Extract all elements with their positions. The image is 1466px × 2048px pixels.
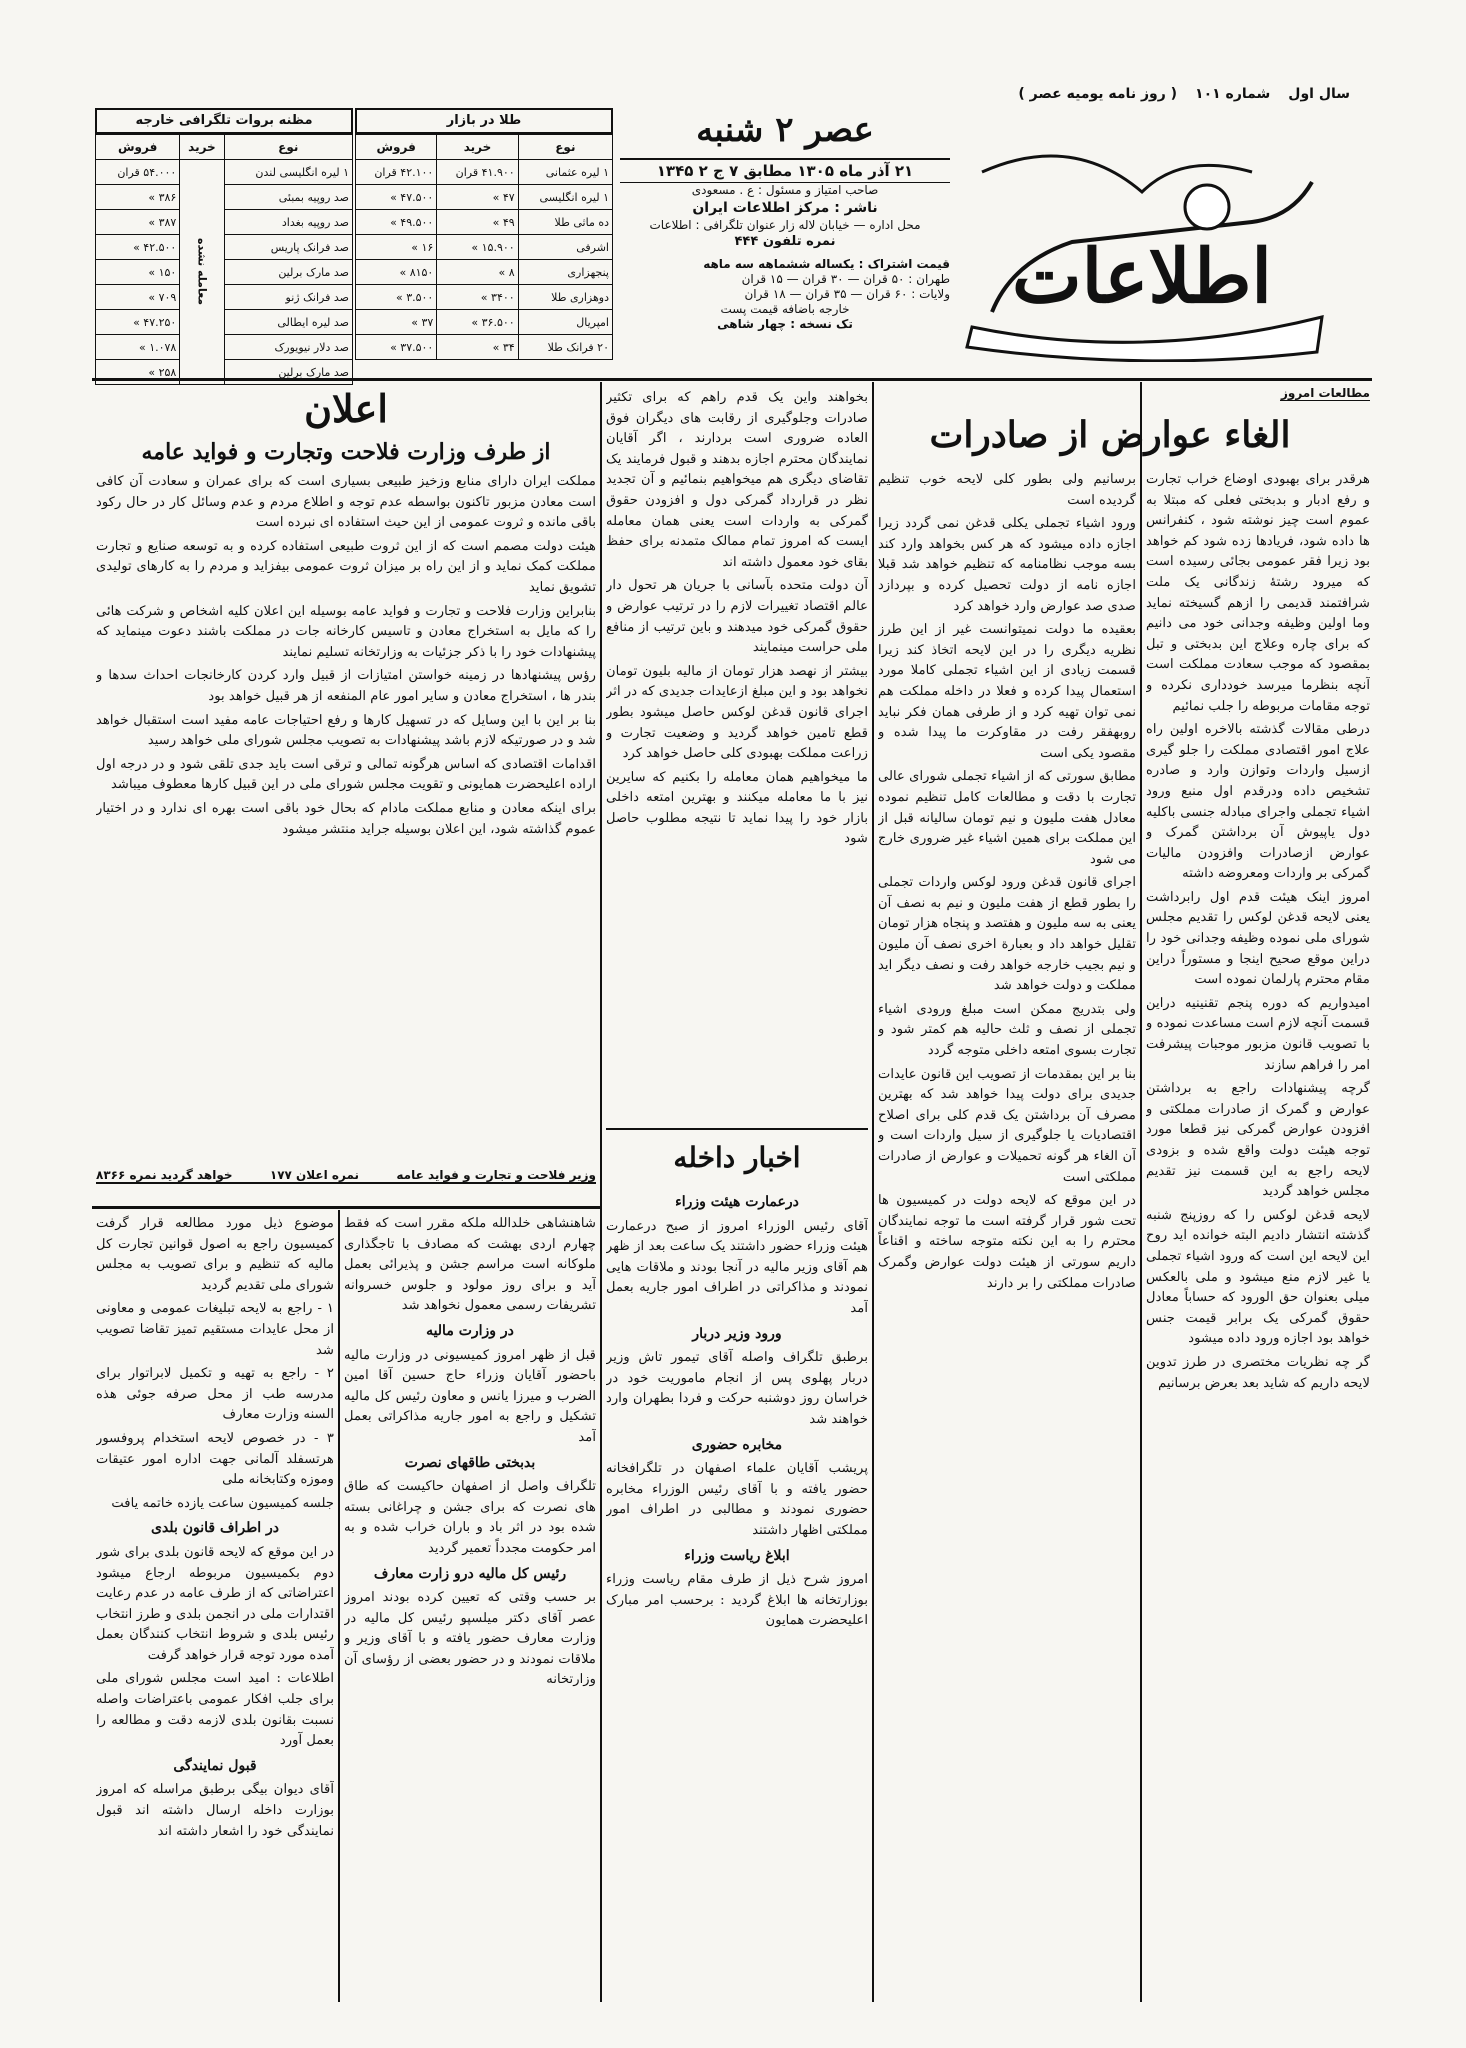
center-paragraph: بیشتر از نهصد هزار تومان از مالیه بلیون تومان نخواهد بود و این مبلغ ازعایدات جدیدی که در اثر اجرای قانون قدغن لوکس حاصل میشود بطور قطع تامین خواهد گردید و وضعیت تجارت و زراعت مملکت بهبودی کلی حاصل خواهد کرد bbox=[606, 663, 868, 762]
column-divider-3 bbox=[600, 382, 602, 2002]
gold-sell-cell: ۸۱۵۰ » bbox=[356, 260, 437, 285]
fx-type-cell: صد دلار نیویورک bbox=[224, 335, 353, 360]
address-line: محل اداره — خیابان لاله زار عنوان تلگرافی : اطلاعات bbox=[649, 218, 921, 232]
news-paragraph: برطبق تلگراف واصله آقای تیمور تاش وزیر دربار پهلوی پس از انجام ماموریت خود در خراسان روز دوشنبه حرکت و فردا بطهران وارد خواهند شد bbox=[606, 1350, 868, 1427]
announcement-paragraph: برای اینکه معادن و منابع مملکت مادام که بحال خود باقی است بهره ای ندارد و در اختیار عموم گذاشته شود، این اعلان بوسیله جراید منتشر میشود bbox=[96, 800, 596, 837]
fx-col-buy: خرید bbox=[180, 135, 224, 160]
news-subhead: قبول نمایندگی bbox=[173, 1757, 257, 1774]
news-paragraph: ۳ - در خصوص لایحه استخدام پروفسور هرتسفلد آلمانی جهت اداره امور عتیقات وموزه وکتابخانه ملی bbox=[96, 1430, 334, 1488]
gold-type-cell: پنجهزاری bbox=[518, 260, 612, 285]
gold-type-cell: ۲۰ فرانک طلا bbox=[518, 335, 612, 360]
gold-type-cell: ۱ لیره عثمانی bbox=[518, 160, 612, 185]
fx-sell-cell: ۱.۰۷۸ » bbox=[96, 335, 180, 360]
gold-type-cell: دوهزاری طلا bbox=[518, 285, 612, 310]
news-paragraph: امروز شرح ذیل از طرف مقام ریاست وزراء بوزارتخانه ها ابلاغ گردید : برحسب امر مبارک اعلیحضرت همایون bbox=[606, 1572, 868, 1629]
lead-paragraph: درطی مقالات گذشته بالاخره اولین راه علاج امور اقتصادی مملکت را جلو گیری ازسیل واردات وتوازن وارد و صادره تشخیص داده ودرقدم اول منبع ورود اشیاء تجملی واجرای مبادله جنسی باکلیه دول یاپیوش آن برداشتن گمرک و عوارض ازصادرات وافزودن مالیات گمرکی بر واردات ومعروضه داشته bbox=[1146, 722, 1370, 882]
announcement-paragraph: بنابراین وزارت فلاحت و تجارت و فواید عامه بوسیله این اعلان کلیه اشخاص و شرکت هائی را که مایل به استخراج معادن و تاسیس کارخانه جات در مملکت باشند دعوت مینماید که پیشنهادات خود را با ذکر جزئیات به وزارتخانه تسلیم نمایند bbox=[96, 603, 596, 660]
owner-line: صاحب امتیاز و مسئول : ع . مسعودی bbox=[691, 183, 879, 197]
masthead-top-line bbox=[960, 86, 1350, 110]
news-subhead: در اطراف قانون بلدی bbox=[151, 1520, 279, 1537]
news-subhead: در وزارت مالیه bbox=[426, 1322, 514, 1339]
gold-col-type: نوع bbox=[518, 135, 612, 160]
subscription-header: قیمت اشتراک : یکساله ششماهه سه ماهه bbox=[703, 257, 950, 271]
fx-rates-title: مظنه بروات تلگرافی خارجه bbox=[95, 108, 353, 134]
lead-paragraph: در این موقع که لایحه دولت در کمیسیون ها تحت شور قرار گرفته است ما توجه نمایندگان محترم را به این نکته متوجه ساخته و اقناعاً داریم سورتی از هیئت دولت عوارض وگمرک صادرات مملکتی را بر دارند bbox=[878, 1193, 1136, 1291]
news-paragraph: آقای دیوان بیگی برطبق مراسله که امروز بوزارت داخله ارسال داشته اند قبول نمایندگی خود را اشعار داشته اند bbox=[96, 1782, 334, 1839]
gold-buy-cell: ۳۴ » bbox=[437, 335, 518, 360]
gold-buy-cell: ۴۱.۹۰۰ قران bbox=[437, 160, 518, 185]
bottom-left-column bbox=[96, 1214, 334, 2000]
fx-sell-cell: ۴۷.۲۵۰ » bbox=[96, 310, 180, 335]
gold-sell-cell: ۱۶ » bbox=[356, 235, 437, 260]
news-paragraph: اطلاعات : امید است مجلس شورای ملی برای جلب افکار عمومی باعتراضات واصله نسبت بقانون بلدی لازمه دقت و مطالعه را بعمل آورد bbox=[96, 1671, 334, 1749]
lead-paragraph: امیدواریم که دوره پنجم تقنینیه دراین قسمت آنچه لازم است مساعدت نموده و با تصویب قانون مزبور موجبات پیشرفت امر را فراهم سازند bbox=[1146, 995, 1370, 1073]
publisher-line: ناشر : مرکز اطلاعات ایران bbox=[692, 200, 878, 216]
logo-text: اطلاعات bbox=[1012, 234, 1272, 320]
lead-col-left bbox=[878, 470, 1136, 2000]
announcement-footer bbox=[96, 1168, 596, 1204]
news-subhead: رئیس کل مالیه درو زارت معارف bbox=[373, 1565, 567, 1582]
news-subhead: ابلاغ ریاست وزراء bbox=[684, 1547, 790, 1564]
fx-sell-cell: ۱۵۰ » bbox=[96, 260, 180, 285]
lead-paragraph: بعقیده ما دولت نمیتوانست غیر از این طرز نظریه دیگری را در این لایحه اتخاذ کند زیرا قسمت زیادی از این اشیاء تجملی کاملا مورد استعمال پیدا کرده و فعلا در داخله مملکت هم نمی توان تهیه کرد و از طرفی همان فکر نباید روبهفقر رفت در مقاوکرت ما پیدا شده و مقصود یکی است bbox=[878, 622, 1136, 761]
gold-type-cell: امپریال bbox=[518, 310, 612, 335]
news-paragraph: آقای رئیس الوزراء امروز از صبح درعمارت هیئت وزراء حضور داشتند یک ساعت بعد از ظهر هم آقای وزیر مالیه در آنجا بودند و ملاقات هایی نمودند و مذاکراتی در اطراف امور جاریه بعمل آمد bbox=[606, 1218, 868, 1316]
fx-sell-cell: ۵۴.۰۰۰ قران bbox=[96, 160, 180, 185]
fx-rate-row bbox=[96, 335, 353, 360]
gold-col-buy: خرید bbox=[437, 135, 518, 160]
fx-sell-cell: ۲۵۸ » bbox=[96, 360, 180, 385]
gold-market-row bbox=[356, 335, 613, 360]
gold-market-row bbox=[356, 260, 613, 285]
subscription-tehran: طهران : ۵۰ قران — ۳۰ قران — ۱۵ قران bbox=[741, 272, 950, 286]
fx-rates-table bbox=[95, 134, 353, 385]
column-divider-1 bbox=[1140, 382, 1142, 2002]
news-paragraph: قبل از ظهر امروز کمیسیونی در وزارت مالیه باحضور آقایان وزراء حاج حسین آقا امین الضرب و میرزا یانس و معاون رئیس کل مالیه تشکیل و راجع به امور جاریه مذاکراتی بعمل آمد bbox=[344, 1347, 596, 1445]
gold-sell-cell: ۴۹.۵۰۰ » bbox=[356, 210, 437, 235]
news-paragraph: بر حسب وقتی که تعیین کرده بودند امروز عصر آقای دکتر میلسپو رئیس کل مالیه در وزارت معارف حضور یافته و با آقای وزیر و ملاقات نمودند و در حضور بعضی از رؤسای آن وزارتخانه bbox=[344, 1590, 596, 1688]
center-paragraph: بخواهند واین یک قدم راهم که برای تکثیر صادرات وجلوگیری از رقابت های دیگران فوق العاده ضروری است بردارند ، اگر آقایان نمایندگان محترم اجازه بدهند و قبول فرمایند یک تقاضای دیگری هم میخواهیم بنمائیم و آن تجدید نظر در قرارداد گمرکی دول و افزودن حقوق گمرکی به واردات است یعنی همان معامله ایست که امروز تمام ممالک متمدنه برای حفظ بقای خود معمول داشته اند bbox=[606, 390, 868, 570]
gold-market-title: طلا در بازار bbox=[355, 108, 613, 134]
fx-sell-cell: ۳۸۶ » bbox=[96, 185, 180, 210]
gold-market-row bbox=[356, 310, 613, 335]
single-copy: تک نسخه : چهار شاهی bbox=[717, 317, 853, 331]
gold-sell-cell: ۳۷.۵۰۰ » bbox=[356, 335, 437, 360]
gold-market-row bbox=[356, 235, 613, 260]
news-paragraph: شاهنشاهی خلدالله ملکه مقرر است که فقط چهارم اردی بهشت که مصادف با تاجگذاری ملوکانه است مراسم جشن و پذیرائی بعمل آید و برای روز مولود و جلوس خسروانه تشریفات رسمی معمول نخواهد شد bbox=[344, 1216, 596, 1314]
announcement-paragraph: اقدامات اقتصادی که اساس هرگونه تمالی و ترقی است باید جدی تلقی شود و در درجه اول اراده اعلیحضرت همایونی و تقویت مجلس شورای ملی در این قبیل کارها معطوف میباشد bbox=[96, 756, 596, 793]
fx-rate-row bbox=[96, 285, 353, 310]
lead-paragraph: برسانیم ولی بطور کلی لایحه خوب تنظیم گردیده است bbox=[878, 472, 1136, 508]
footer-right: وزیر فلاحت و تجارت و فواید عامه bbox=[396, 1168, 596, 1182]
center-paragraph: آن دولت متحده بآسانی با جریان هر تحول دار عالم اقتصاد تغییرات لازم را در ترتیب عوارض و حقوق گمرکی خود میدهند و باین ترتیب از منافع ملی حراست مینمایند bbox=[606, 578, 868, 656]
announcement-paragraph: رؤس پیشنهادها در زمینه خواستن امتیازات از قبیل وارد کردن کارخانجات احداث سدها و بندر ها ، استخراج معادن و سایر امور عام المنفعه از هر قبیل خواهد بود bbox=[96, 668, 596, 704]
gold-buy-cell: ۳۴۰۰ » bbox=[437, 285, 518, 310]
footer-mid: نمره اعلان ۱۷۷ bbox=[269, 1168, 359, 1182]
fx-type-cell: صد لیره ایطالی bbox=[224, 310, 353, 335]
gold-sell-cell: ۳۷ » bbox=[356, 310, 437, 335]
fx-type-cell: صد فرانک پاریس bbox=[224, 235, 353, 260]
footer-left: خواهد گردید نمره ۸۳۶۶ bbox=[96, 1168, 233, 1182]
announcement-subtitle: از طرف وزارت فلاحت وتجارت و فواید عامه bbox=[141, 439, 551, 465]
date-block bbox=[620, 108, 950, 368]
gold-sell-cell: ۳.۵۰۰ » bbox=[356, 285, 437, 310]
lead-paragraph: ورود اشیاء تجملی یکلی قدغن نمی گردد زیرا اجازه داده میشود که هر کس بخواهد وارد کند بسه موجب نظامنامه که تنظیم خواهد شد قبلا اجازه نامه از دولت تحصیل کرده و بپردازد صدی صد عوارض وارد خواهد کرد bbox=[878, 516, 1136, 614]
news-subhead: درعمارت هیئت وزراء bbox=[675, 1194, 799, 1210]
logo bbox=[952, 112, 1332, 362]
fx-sell-cell: ۳۸۷ » bbox=[96, 210, 180, 235]
lead-paragraph: امروز اینک هیئت قدم اول رابرداشت یعنی لایحه قدغن لوکس را تقدیم مجلس شورای ملی نموده وظیفه وجدانی خود را دراین موقع صحیح اینجا و مستوراً دراین مقام محترم پارلمان نموده است bbox=[1146, 889, 1370, 988]
gold-buy-cell: ۳۶.۵۰۰ » bbox=[437, 310, 518, 335]
gold-sell-cell: ۴۲.۱۰۰ قران bbox=[356, 160, 437, 185]
lead-paragraph: لایحه قدغن لوکس را که روزپنج شنبه گذشته انتشار دادیم البته خوانده اید روح این لایحه این است که ورود اشیاء تجملی یا غیر لازم منع میشود و ملی بالعکس میلی بعنوان حق الورود که حساباً معادل حقوق گمرکی یک برابر قیمت جنس خواهد بود اجازه ورود داده میشود bbox=[1146, 1207, 1370, 1347]
fx-col-sell: فروش bbox=[96, 135, 180, 160]
announcement-paragraph: مملکت ایران دارای منابع وزخیز طبیعی بسیاری است که برای عمران و سعادت آن کافی است معادن مزبور تاکنون بواسطه عدم توجه و اطلاع مردم و عدم وسائل کار در حال رکود باقی مانده و ثروت عمومی از این حیث استفاده ای نبرده است bbox=[96, 474, 596, 531]
fx-rate-row bbox=[96, 260, 353, 285]
lead-paragraph: مطابق سورتی که از اشیاء تجملی شورای عالی تجارت با دقت و مطالعات کامل تنظیم نموده معادل هفت ملیون و نیم تومان سالیانه قبل از این مملکت برای همین اشیاء غیر ضروری خارج می شود bbox=[878, 769, 1136, 867]
phone-line: نمره تلفون ۴۴۴ bbox=[734, 234, 836, 249]
gold-market-row bbox=[356, 185, 613, 210]
bottom-right-column bbox=[344, 1214, 596, 2000]
lead-paragraph: هرقدر برای بهبودی اوضاع خراب تجارت و رفع ادبار و بدبختی فعلی که مبتلا به عموم است چیز نوشته شود ، کنفرانس ها داده شود، فریادها زده شود کم خواهد بود زیرا فقر عمومی بجائی رسیده است که میرود رشتهٔ زندگانی یک ملت شرافتمند قدیمی را ازهم گسیخته نماید وما اولین وظیفه وجدانی خود می دانیم که برای چاره وعلاج این بدبختی و تبل بمقصود که موجب سعادت مملکت است آنچه بنظرما میرسد خودداری نکرده و توجه مقامات مربوطه را جلب نمائیم bbox=[1146, 472, 1370, 714]
gold-market-row bbox=[356, 210, 613, 235]
fx-type-cell: صد روپیه بمبئی bbox=[224, 185, 353, 210]
lead-paragraph: اجرای قانون قدغن ورود لوکس واردات تجملی را بطور قطع از هفت ملیون و نیم به نصف آن یعنی به سه ملیون و هفتصد و پنجاه هزار تومان تقلیل خواهد داد و بعبارة اخری نصف آن ملیون و نیم بجیب خارجه خواهد رفت و نصف دیگر اید مملکت و دولت خواهد شد bbox=[878, 875, 1136, 994]
gold-market-row bbox=[356, 160, 613, 185]
announcement-paragraph: هیئت دولت مصمم است که از این ثروت طبیعی استفاده کرده و به توسعه صنایع و تجارت مملکت کمک نماید و از این راه بر میزان ثروت عمومی بیفزاید و مردم را به کارهای تولیدی تشویق نماید bbox=[96, 538, 596, 595]
section-label: مطالعات امروز bbox=[1280, 386, 1370, 400]
gold-type-cell: ۱ لیره انگلیسی bbox=[518, 185, 612, 210]
news-divider bbox=[606, 1128, 868, 1130]
gold-market-table bbox=[355, 134, 613, 360]
news-paragraph: ۲ - راجع به تهیه و تکمیل لابراتوار برای مدرسه طب از محل صرفه جوئی هذه السنه وزارت معارف bbox=[96, 1366, 334, 1423]
news-subhead: مخابره حضوری bbox=[691, 1436, 783, 1453]
news-subhead: ورود وزیر دربار bbox=[692, 1325, 782, 1342]
lead-paragraph: گرچه پیشنهادات راجع به برداشتن عوارض و گمرک از صادرات مملکتی و افزودن عوارض گمرکی نیز قطعا مورد توجه هیئت دولت واقع شده و بزودی لایحه راجع به این قسمت نیز تقدیم مجلس خواهد گردید bbox=[1146, 1081, 1370, 1200]
fx-rates bbox=[95, 108, 353, 385]
gold-buy-cell: ۱۵.۹۰۰ » bbox=[437, 235, 518, 260]
gold-col-sell: فروش bbox=[356, 135, 437, 160]
news-paragraph: موضوع ذیل مورد مطالعه قرار گرفت کمیسیون راجع به اصول قوانین تجارت کل مالیه که تنظیم و برای تصویب به مجلس شورای ملی تقدیم گردید bbox=[96, 1216, 334, 1293]
column-divider-4 bbox=[338, 1210, 340, 2002]
lead-paragraph: بنا بر این بمقدمات از تصویب این قانون عایدات جدیدی برای دولت پیدا خواهد شد که بهترین مصرف آن برداشتن یک قدم کلی برای اصلاح اقتصادیات یا جلوگیری از سیل واردات است و آن الغاء هر گونه تحمیلات و عوارض از صادرات مملکتی است bbox=[878, 1066, 1136, 1185]
gold-market-row bbox=[356, 285, 613, 310]
gold-type-cell: ده ماثی طلا bbox=[518, 210, 612, 235]
subscription-abroad: خارجه باضافه قیمت پست bbox=[720, 302, 850, 316]
fx-rate-row bbox=[96, 210, 353, 235]
gold-type-cell: اشرفی bbox=[518, 235, 612, 260]
internal-news-body bbox=[606, 1188, 868, 2000]
fx-type-cell: ۱ لیره انگلیسی لندن bbox=[224, 160, 353, 185]
fx-rate-row bbox=[96, 235, 353, 260]
fx-type-cell: صد روپیه بغداد bbox=[224, 210, 353, 235]
fx-rate-row bbox=[96, 310, 353, 335]
news-paragraph: در این موقع که لایحه قانون بلدی برای شور دوم بکمیسیون مربوطه ارجاع میشود اعتراضاتی که از طرف عامه در عدم رعایت اقتدارات ملی در انجمن بلدی و طرز انتخاب رئیس بلدی و شروط انتخاب کنندگان بعمل آمده مورد توجه قرار خواهد گرفت bbox=[96, 1544, 334, 1663]
lead-headline: الغاء عوارض از صادرات bbox=[929, 414, 1291, 456]
issue-label: شماره ۱۰۱ bbox=[1195, 86, 1271, 102]
news-paragraph: پریشب آقایان علماء اصفهان در تلگرافخانه حضور یافته و با آقای رئیس الوزراء مخابره حضوری نمودند و مطالبی در اطراف امور مملکتی اظهار داشتند bbox=[606, 1461, 868, 1538]
gold-buy-cell: ۴۹ » bbox=[437, 210, 518, 235]
announcement-body bbox=[96, 472, 596, 1162]
news-paragraph: ۱ - راجع به لایحه تبلیغات عمومی و معاونی از محل عایدات مستقیم تمیز تقاضا تصویب شد bbox=[96, 1301, 334, 1358]
lead-paragraph: ولی بتدریج ممکن است مبلغ ورودی اشیاء تجملی از نصف و ثلث حالیه هم کمتر شود و تجارت بسوی امتعه داخلی متوجه گردد bbox=[878, 1001, 1136, 1059]
center-article bbox=[606, 388, 868, 1123]
gold-market bbox=[355, 108, 613, 360]
news-paragraph: جلسه کمیسیون ساعت یازده خاتمه یافت bbox=[111, 1495, 334, 1511]
year-label: سال اول bbox=[1288, 86, 1350, 102]
lead-col-right bbox=[1146, 470, 1370, 2000]
gold-buy-cell: ۸ » bbox=[437, 260, 518, 285]
subscription-provinces: ولایات : ۶۰ قران — ۳۵ قران — ۱۸ قران bbox=[744, 287, 950, 301]
day-title: عصر ۲ شنبه bbox=[696, 110, 874, 150]
fx-type-cell: صد فرانک ژنو bbox=[224, 285, 353, 310]
paper-type: ( روز نامه یومیه عصر ) bbox=[1018, 86, 1178, 102]
center-paragraph: ما میخواهیم همان معامله را بکنیم که سایرین نیز با ما معامله میکنند و بهترین امتعه داخلی بازار خود را پیدا نماید تا نتیجه مطلوب حاصل شود bbox=[606, 769, 868, 847]
fx-buy-note: معامله نشده bbox=[180, 160, 224, 385]
fx-rate-row bbox=[96, 160, 353, 185]
masthead-divider bbox=[92, 378, 1372, 381]
announcement-paragraph: بنا بر این با این وسایل که در تسهیل کارها و رفع احتیاجات عامه مفید است استقبال خواهد شد و در صورتیکه لازم باشد پیشنهادات به تصویب مجلس شورای ملی خواهد رسید bbox=[96, 712, 596, 749]
lead-paragraph: گر چه نظریات مختصری در طرز تدوین لایحه داریم که شاید بعد بعرض برسانیم bbox=[1146, 1354, 1370, 1391]
date-line: ۲۱ آذر ماه ۱۳۰۵ مطابق ۷ ج ۲ ۱۳۴۵ bbox=[620, 158, 950, 183]
announcement-divider bbox=[92, 1206, 600, 1209]
fx-sell-cell: ۷۰۹ » bbox=[96, 285, 180, 310]
fx-sell-cell: ۴۲.۵۰۰ » bbox=[96, 235, 180, 260]
column-divider-2 bbox=[872, 382, 874, 2002]
news-subhead: بدبختی طاقهای نصرت bbox=[404, 1454, 536, 1471]
fx-col-type: نوع bbox=[224, 135, 353, 160]
internal-news-title: اخبار داخله bbox=[673, 1141, 801, 1174]
gold-sell-cell: ۴۷.۵۰۰ » bbox=[356, 185, 437, 210]
fx-type-cell: صد مارک برلین bbox=[224, 360, 353, 385]
gold-buy-cell: ۴۷ » bbox=[437, 185, 518, 210]
announcement-title: اعلان bbox=[304, 386, 388, 431]
fx-type-cell: صد مارک برلین bbox=[224, 260, 353, 285]
news-paragraph: تلگراف واصل از اصفهان حاکیست که طاق های نصرت که برای جشن و چراغانی بسته شده بود در اثر باد و باران خراب شده و به امر حکومت مجدداً تعمیر گردید bbox=[344, 1479, 596, 1556]
fx-rate-row bbox=[96, 185, 353, 210]
